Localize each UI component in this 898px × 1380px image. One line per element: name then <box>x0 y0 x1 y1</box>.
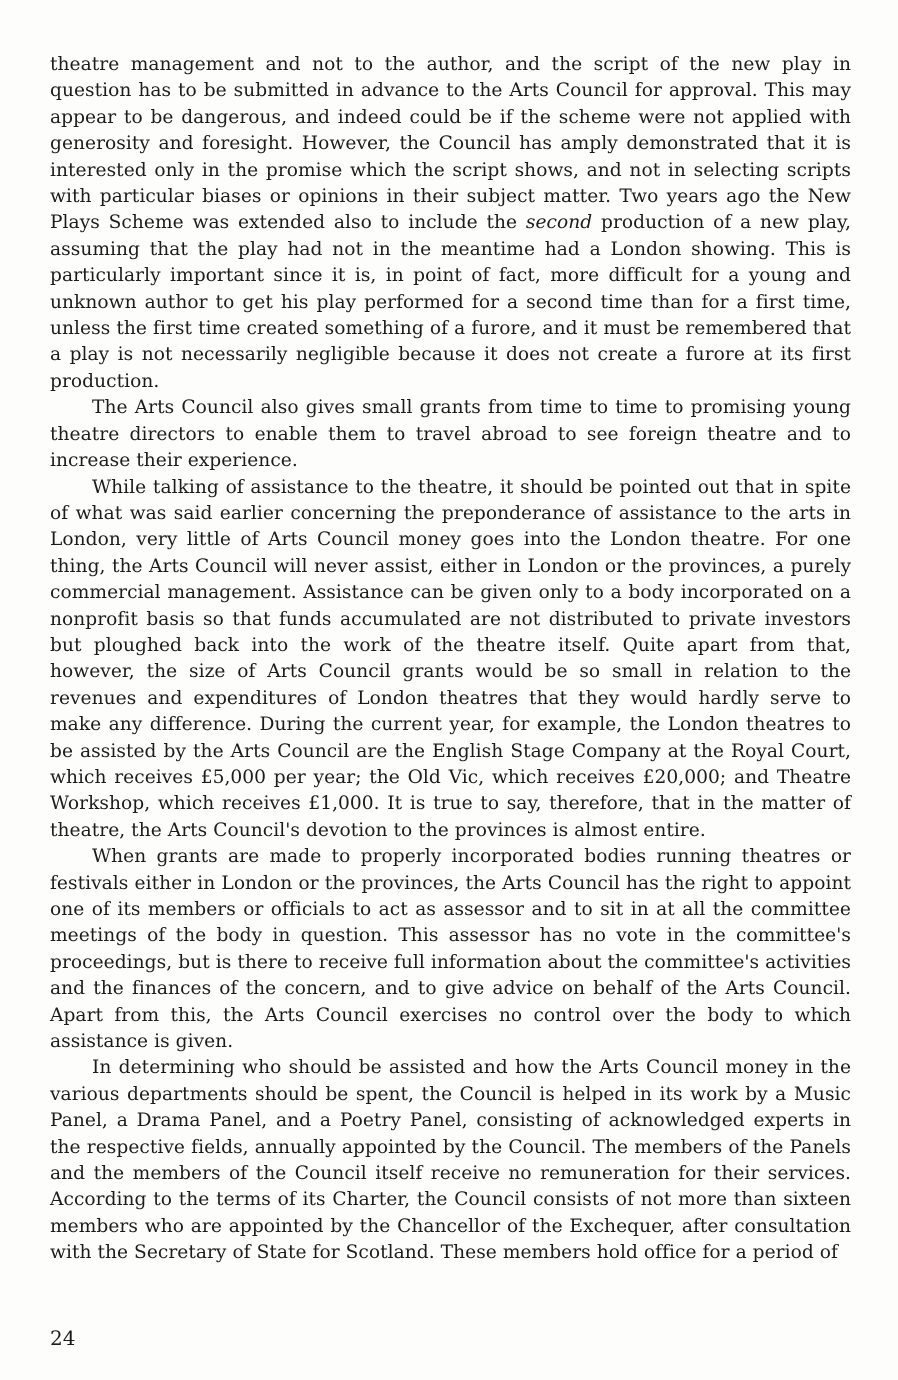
paragraph-text: When grants are made to properly incorporated bodies running theatres or festivals either in London or the provinces, the Arts Council has the right to appoint one of its members or officials to act as assessor and to sit in at all the committee meetings of the body in question. This assessor has no vote in the committee's proceedings, but is there to receive full information about the committee's activities and the finances of the concern, and to give advice on behalf of the Arts Council. Apart from this, the Arts Council exercises no control over the body to which assistance is given. <box>50 846 851 1053</box>
paragraph <box>50 844 851 1055</box>
paragraph-continuation <box>50 52 851 395</box>
body-text <box>50 52 851 1267</box>
paragraph <box>50 475 851 845</box>
paragraph-text: theatre management and not to the author, and the script of the new play in question has to be submitted in advance to the Arts Council for approval. This may appear to be dangerous, and indeed could be if the scheme were not applied with generosity and foresight. However, the Council has amply demonstrated that it is interested only in the promise which the script shows, and not in selecting scripts with particular biases or opinions in their subject matter. Two years ago the New Plays Scheme was extended also to include the <box>50 54 851 234</box>
paragraph <box>50 395 851 474</box>
paragraph-text: In determining who should be assisted and how the Arts Council money in the various departments should be spent, the Council is helped in its work by a Music Panel, a Drama Panel, and a Poetry Panel, consisting of acknowledged experts in the respective fields, annually appointed by the Council. The members of the Panels and the members of the Council itself receive no remuneration for their services. According to the terms of its Charter, the Council consists of not more than sixteen members who are appointed by the Chancellor of the Exchequer, after consultation with the Secretary of State for Scotland. These members hold office for a period of <box>50 1057 851 1264</box>
emphasis-text: second <box>525 212 593 234</box>
paragraph-text: production of a new play, assuming that the play had not in the meantime had a London showing. This is particularly important since it is, in point of fact, more difficult for a young and unknown author to get his play performed for a second time than for a first time, unless the first time created something of a furore, and it must be remembered that a play is not necessarily negligible because it does not create a furore at its first production. <box>50 212 852 392</box>
paragraph <box>50 1055 851 1266</box>
paragraph-text: While talking of assistance to the theatre, it should be pointed out that in spite of what was said earlier concerning the preponderance of assistance to the arts in London, very little of Arts Council money goes into the London theatre. For one thing, the Arts Council will never assist, either in London or the provinces, a purely commercial management. Assistance can be given only to a body incorporated on a nonprofit basis so that funds accumulated are not distributed to private investors but ploughed back into the work of the theatre itself. Quite apart from that, however, the size of Arts Council grants would be so small in relation to the revenues and expenditures of London theatres that they would hardly serve to make any difference. During the current year, for example, the London theatres to be assisted by the Arts Council are the English Stage Company at the Royal Court, which receives £5,000 per year; the Old Vic, which receives £20,000; and Theatre Workshop, which receives £1,000. It is true to say, therefore, that in the matter of theatre, the Arts Council's devotion to the provinces is almost entire. <box>50 476 851 841</box>
paragraph-text: The Arts Council also gives small grants from time to time to promising young theatre directors to enable them to travel abroad to see foreign theatre and to increase their experience. <box>50 397 851 472</box>
page-number: 24 <box>50 1326 76 1350</box>
